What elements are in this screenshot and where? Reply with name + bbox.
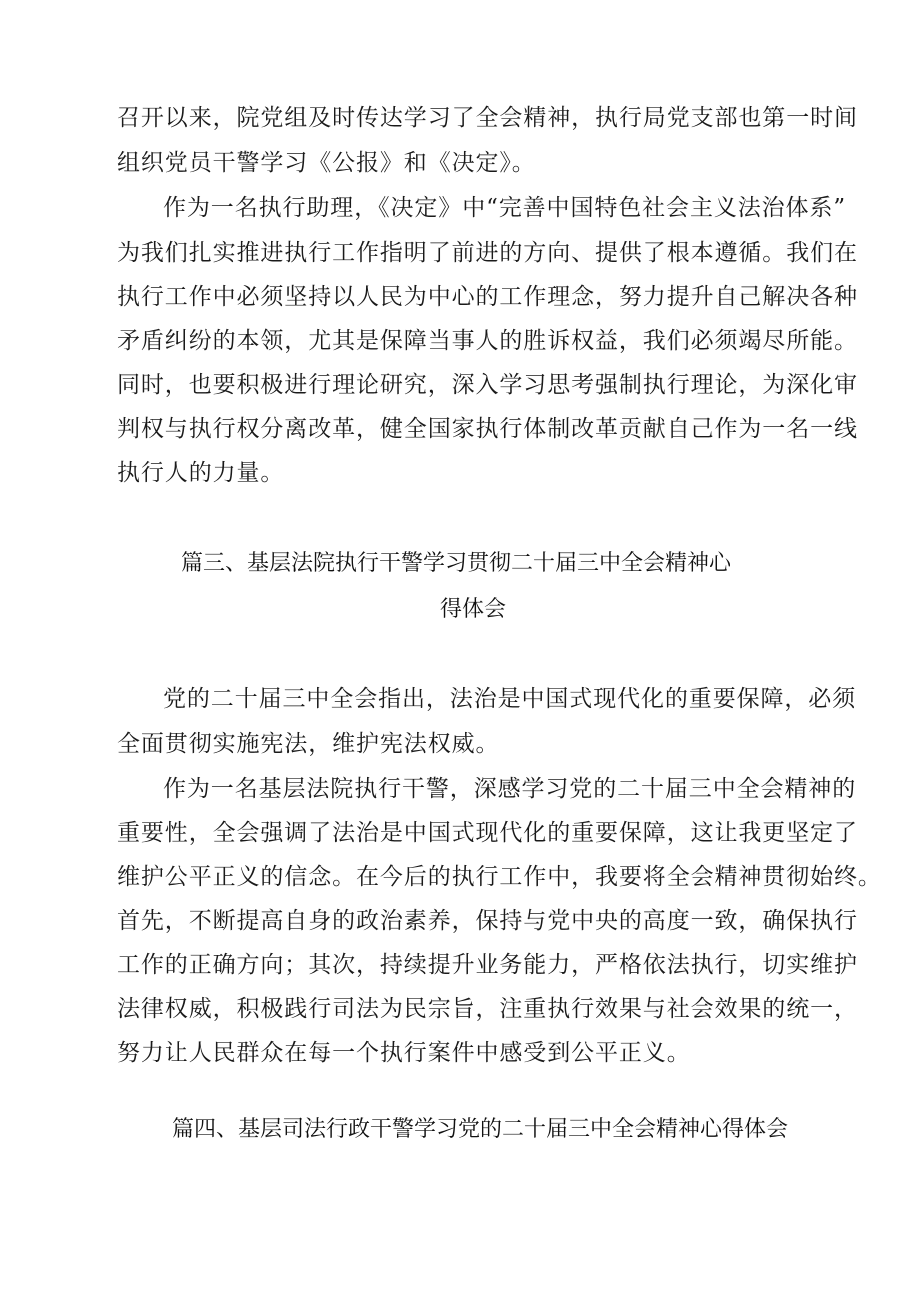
- paragraph-line: 重要性，全会强调了法治是中国式现代化的重要保障，这让我更坚定了: [117, 820, 858, 846]
- paragraph-line: 努力让人民群众在每一个执行案件中感受到公平正义。: [117, 1040, 691, 1066]
- paragraph-line: 全面贯彻实施宪法，维护宪法权威。: [117, 731, 500, 757]
- paragraph-line: 首先，不断提高自身的政治素养，保持与党中央的高度一致，确保执行: [117, 908, 858, 934]
- paragraph-line: 作为一名基层法院执行干警，深感学习党的二十届三中全会精神的: [163, 776, 857, 802]
- paragraph-line: 维护公平正义的信念。在今后的执行工作中，我要将全会精神贯彻始终。: [117, 864, 882, 890]
- paragraph-line: 法律权威，积极践行司法为民宗旨，注重执行效果与社会效果的统一，: [117, 996, 858, 1022]
- paragraph-line: 执行人的力量。: [117, 460, 285, 486]
- paragraph-line: 作为一名执行助理，《决定》中“完善中国特色社会主义法治体系”: [163, 195, 847, 221]
- paragraph-line: 为我们扎实推进执行工作指明了前进的方向、提供了根本遵循。我们在: [117, 240, 858, 266]
- section-title: 篇四、基层司法行政干警学习党的二十届三中全会精神心得体会: [172, 1117, 789, 1142]
- section-title: 篇三、基层法院执行干警学习贯彻二十届三中全会精神心: [181, 551, 732, 576]
- paragraph-line: 组织党员干警学习《公报》和《决定》。: [117, 150, 536, 176]
- section-title-continued: 得体会: [440, 597, 507, 622]
- paragraph-line: 执行工作中必须坚持以人民为中心的工作理念，努力提升自己解决各种: [117, 284, 858, 310]
- paragraph-line: 党的二十届三中全会指出，法治是中国式现代化的重要保障，必须: [163, 686, 857, 712]
- paragraph-line: 召开以来，院党组及时传达学习了全会精神，执行局党支部也第一时间: [117, 105, 858, 131]
- paragraph-line: 矛盾纠纷的本领，尤其是保障当事人的胜诉权益，我们必须竭尽所能。: [117, 328, 858, 354]
- paragraph-line: 同时，也要积极进行理论研究，深入学习思考强制执行理论，为深化审: [117, 372, 858, 398]
- paragraph-line: 判权与执行权分离改革，健全国家执行体制改革贡献自己作为一名一线: [117, 416, 858, 442]
- paragraph-line: 工作的正确方向；其次，持续提升业务能力，严格依法执行，切实维护: [117, 952, 858, 978]
